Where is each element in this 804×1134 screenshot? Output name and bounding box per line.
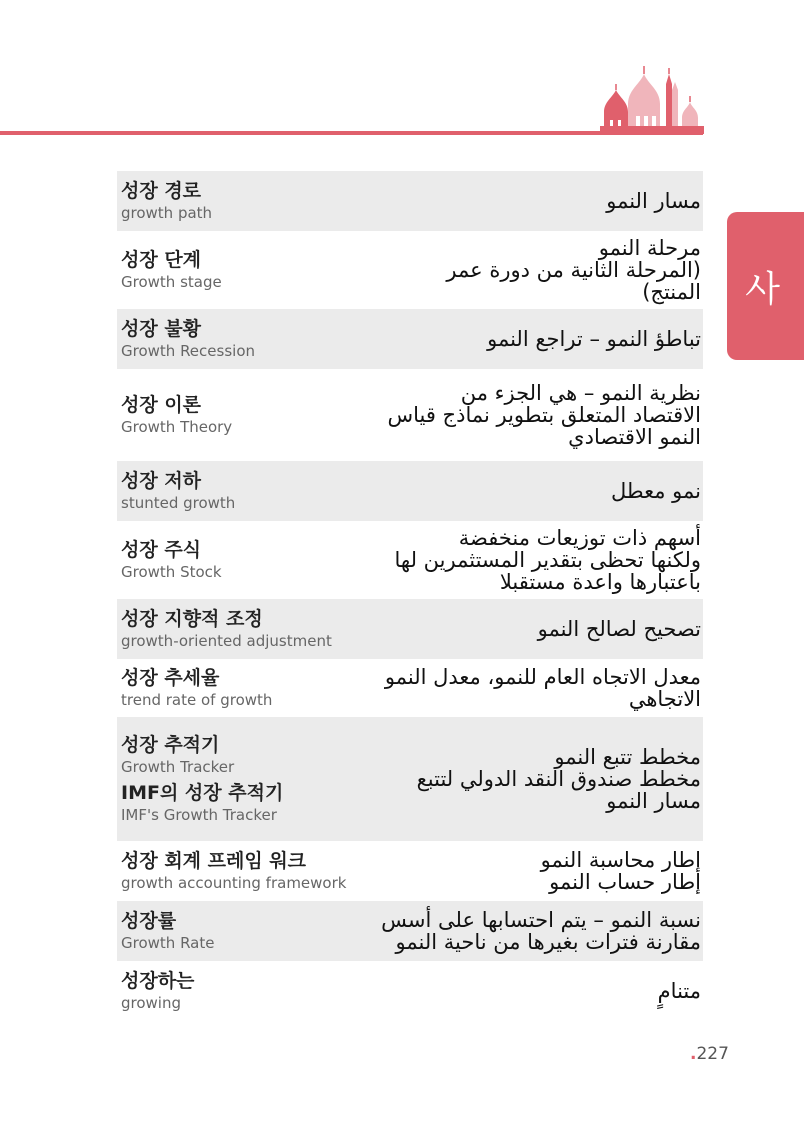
page-number-dot: . [690, 1044, 697, 1064]
arabic-translation: تباطؤ النمو – تراجع النمو [487, 327, 701, 351]
arabic-translation: تصحيح لصالح النمو [537, 617, 701, 641]
korean-term: 성장하는 [121, 970, 195, 992]
korean-term: 성장 단계 [121, 249, 202, 271]
glossary-entry [117, 961, 703, 1021]
english-term: growth path [121, 204, 213, 222]
korean-term: 성장률 [121, 910, 177, 932]
glossary-entry [117, 599, 703, 659]
entry-terms [117, 969, 382, 1013]
korean-term: 성장 경로 [121, 180, 202, 202]
arabic-translation: مخطط تتبع النمو مخطط صندوق النقد الدولي لتتبع مسار النمو [416, 745, 701, 813]
english-term: growth-oriented adjustment [121, 632, 332, 650]
english-term: Growth Rate [121, 934, 215, 952]
english-term: trend rate of growth [121, 691, 273, 709]
korean-term: IMF의 성장 추적기 [121, 782, 284, 804]
glossary-entry [117, 171, 703, 231]
korean-term: 성장 추세율 [121, 667, 220, 689]
arabic-translation: متنامٍ [657, 979, 701, 1003]
entry-terms [117, 393, 382, 437]
glossary-entry [117, 369, 703, 461]
entry-terms [117, 666, 382, 710]
glossary-entry [117, 461, 703, 521]
arabic-translation: إطار محاسبة النمو إطار حساب النمو [540, 848, 701, 894]
arabic-translation: نمو معطل [610, 479, 701, 503]
english-term: Growth Theory [121, 418, 233, 436]
glossary-entry [117, 231, 703, 309]
english-term: Growth Recession [121, 342, 255, 360]
arabic-translation: نسبة النمو – يتم احتسابها على أسس مقارنة فترات بغيرها من ناحية النمو [381, 908, 701, 954]
english-term: stunted growth [121, 494, 236, 512]
entry-terms [117, 317, 382, 361]
mosque-icon [600, 60, 704, 134]
korean-term: 성장 불황 [121, 318, 202, 340]
section-tab[interactable]: 사 [727, 212, 804, 360]
entry-terms [117, 909, 381, 953]
korean-term: 성장 회계 프레임 워크 [121, 850, 307, 872]
english-term: IMF's Growth Tracker [121, 806, 277, 824]
korean-term: 성장 이론 [121, 394, 202, 416]
entry-terms [117, 248, 382, 292]
korean-term: 성장 주식 [121, 539, 202, 561]
glossary-entry [117, 717, 703, 841]
entry-terms [117, 849, 382, 893]
english-term: Growth Tracker [121, 758, 235, 776]
arabic-translation: أسهم ذات توزيعات منخفضة ولكنها تحظى بتقدير المستثمرين لها باعتبارها واعدة مستقبلا [394, 526, 701, 594]
korean-term: 성장 추적기 [121, 734, 220, 756]
english-term: Growth Stock [121, 563, 222, 581]
english-term: growing [121, 994, 181, 1012]
entry-terms [117, 469, 382, 513]
korean-term: 성장 저하 [121, 470, 202, 492]
english-term: growth accounting framework [121, 874, 347, 892]
korean-term: 성장 지향적 조정 [121, 608, 263, 630]
glossary-list [117, 171, 703, 1021]
glossary-entry [117, 901, 703, 961]
arabic-translation: مرحلة النمو (المرحلة الثانية من دورة عمر المنتج) [446, 236, 701, 304]
entry-terms [117, 733, 382, 825]
header-rule [0, 131, 703, 135]
entry-terms [117, 179, 382, 223]
arabic-translation: مسار النمو [606, 189, 701, 213]
glossary-entry [117, 521, 703, 599]
glossary-entry [117, 309, 703, 369]
glossary-entry [117, 841, 703, 901]
arabic-translation: معدل الاتجاه العام للنمو، معدل النمو الاتجاهي [384, 665, 701, 711]
glossary-entry [117, 659, 703, 717]
entry-terms [117, 607, 382, 651]
english-term: Growth stage [121, 273, 222, 291]
entry-terms [117, 538, 382, 582]
arabic-translation: نظرية النمو – هي الجزء من الاقتصاد المتعلق بتطوير نماذج قياس النمو الاقتصادي [387, 381, 701, 449]
page-number: .227 [690, 1044, 729, 1064]
